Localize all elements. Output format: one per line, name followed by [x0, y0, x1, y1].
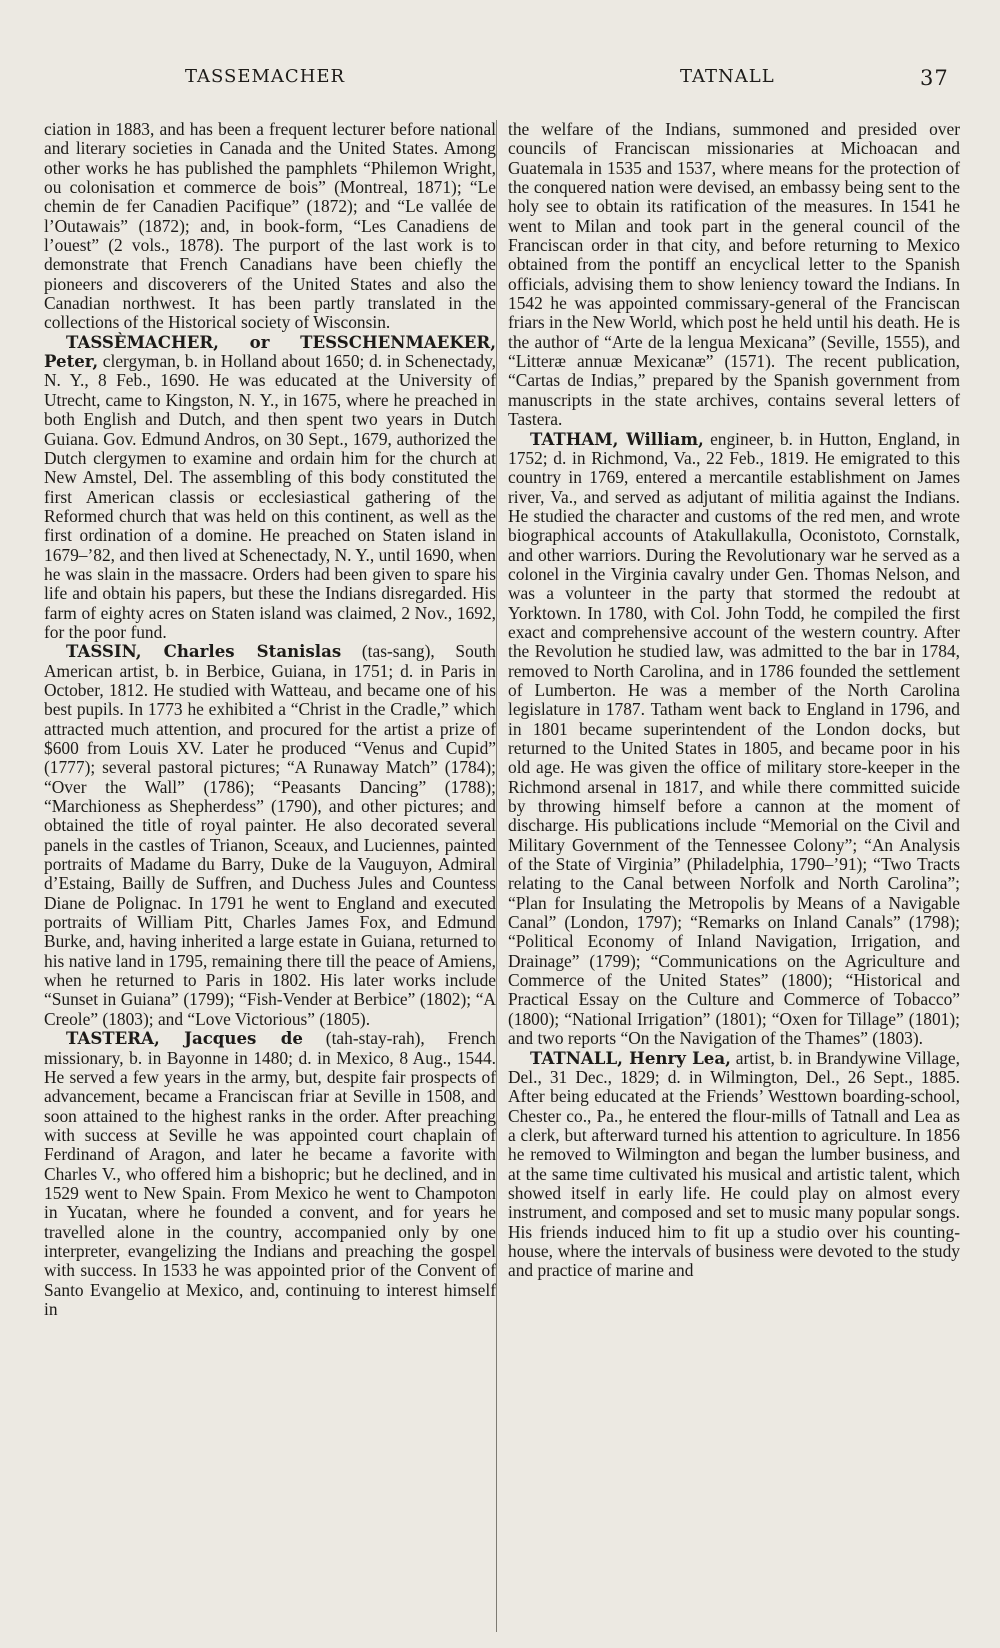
continuation-paragraph: the welfare of the Indians, summoned and presided over councils of Franciscan missionaries at Michoacan and Guatemala in 1535 and 1537, where means for the protection of the conquered nation were devised, an embassy being sent to the holy see to obtain its ratification of the measures. In 1541 he went to Milan and took part in the general council of the Franciscan order in that city, and before returning to Mexico obtained from the pontiff an encyclical letter to the Spanish officials, advising them to show leniency toward the Indians. In 1542 he was appointed commissary-general of the Franciscan friars in the New World, which post he held until his death. He is the author of “Arte de la lengua Mexicana” (Seville, 1555), and “Litteræ annuæ Mexicanæ” (1571). The recent publication, “Cartas de Indias,” prepared by the Spanish government from manuscripts in the state archives, contains several letters of Tastera.	[508, 119, 960, 430]
running-header	[0, 66, 1000, 96]
column-divider	[496, 120, 497, 1632]
entry-body: clergyman, b. in Holland about 1650; d. in Schenectady, N. Y., 8 Feb., 1690. He was educated at the University of Utrecht, came to Kingston, N. Y., in 1675, where he preached in both English and Dutch, and then spent two years in Dutch Guiana. Gov. Edmund Andros, on 30 Sept., 1679, authorized the Dutch clergymen to examine and ordain him for the church at New Amstel, Del. The assembling of this body constituted the first American classis or ecclesiastical gathering of the Reformed church that was held on this continent, as well as the first ordination of a domine. He preached on Staten island in 1679–’82, and then lived at Schenectady, N. Y., until 1690, when he was slain in the massacre. Orders had been given to spare his life and obtain his papers, but these the Indians disregarded. His farm of eighty acres on Staten island was claimed, 2 Nov., 1692, for the poor fund.	[44, 351, 496, 642]
entry-heading: TATHAM, William,	[530, 428, 704, 449]
entry-tassemacher	[44, 333, 496, 643]
entry-tassin	[44, 642, 496, 1029]
entry-body: (tah-stay-rah), French missionary, b. in Bayonne in 1480; d. in Mexico, 8 Aug., 1544. He served a few years in the army, but, despite fair prospects of advancement, became a Franciscan friar at Seville in 1508, and soon attained to the highest ranks in the order. After preaching with success at Seville he was appointed court chaplain of Ferdinand of Aragon, and later he became a favorite with Charles V., who offered him a bishopric; but he declined, and in 1529 went to New Spain. From Mexico he went to Champoton in Yucatan, where he founded a convent, and for years he travelled alone in the country, accompanied only by one interpreter, evangelizing the Indians and preaching the gospel with success. In 1533 he was appointed prior of the Convent of Santo Evangelio at Mexico, and, continuing to interest himself in	[44, 1028, 496, 1319]
page-number: 37	[920, 66, 949, 90]
entry-tatnall	[508, 1049, 960, 1281]
entry-body: (tas-sang), South American artist, b. in Berbice, Guiana, in 1751; d. in Paris in October, 1812. He studied with Watteau, and became one of his best pupils. In 1773 he exhibited a “Christ in the Cradle,” which attracted much attention, and procured for the artist a prize of $600 from Louis XV. Later he produced “Venus and Cupid” (1777); several pastoral pictures; “A Runaway Match” (1784); “Over the Wall” (1786); “Peasants Dancing” (1788); “Marchioness as Shepherdess” (1790), and other pictures; and obtained the title of royal painter. He also decorated several panels in the castles of Trianon, Sceaux, and Luciennes, painted portraits of Madame du Barry, Duke de la Vauguyon, Admiral d’Estaing, Bailly de Suffren, and Duchess Jules and Countess Diane de Polignac. In 1791 he went to England and executed portraits of William Pitt, Charles James Fox, and Edmund Burke, and, having inherited a large estate in Guiana, returned to his native land in 1795, remaining there till the peace of Amiens, when he returned to Paris in 1802. His later works include “Sunset in Guiana” (1799); “Fish-Vender at Berbice” (1802); “A Creole” (1803); and “Love Victorious” (1805).	[44, 641, 497, 1029]
header-left-word: TASSEMACHER	[185, 66, 346, 87]
continuation-paragraph: ciation in 1883, and has been a frequent lecturer before national and literary societies in Canada and the United States. Among other works he has published the pamphlets “Philemon Wright, ou colonisation et commerce de bois” (Montreal, 1871); “Le chemin de fer Canadien Pacifique” (1872); and “Le vallée de l’Outawais” (1872); and, in book-form, “Les Canadiens de l’ouest” (2 vols., 1878). The purport of the last work is to demonstrate that French Canadians have been chiefly the pioneers and discoverers of the United States and also the Canadian northwest. It has been partly translated in the collections of the Historical society of Wisconsin.	[44, 119, 496, 333]
entry-heading: TATNALL, Henry Lea,	[530, 1047, 731, 1068]
left-column	[44, 120, 496, 1319]
entry-tatham	[508, 430, 960, 1049]
entry-heading: TASSÈMACHER, or TESSCHENMAEKER, Peter,	[44, 331, 496, 372]
entry-heading: TASSIN, Charles Stanislas	[66, 641, 342, 662]
entry-tastera	[44, 1029, 496, 1319]
entry-body: artist, b. in Brandywine Village, Del., 31 Dec., 1829; d. in Wilmington, Del., 26 Sept., 1885. After being educated at the Friends’ Westtown boarding-school, Chester co., Pa., he entered the flour-mills of Tatnall and Lea as a clerk, but afterward turned his attention to agriculture. In 1856 he removed to Wilmington and began the lumber business, and at the same time cultivated his musical and artistic talent, which showed itself in early life. He could play on almost every instrument, and composed and set to music many popular songs. His friends induced him to fit up a studio over his counting-house, where the intervals of business were devoted to the study and practice of marine and	[508, 1047, 960, 1281]
right-column	[508, 120, 960, 1281]
header-right-word: TATNALL	[680, 66, 775, 87]
entry-heading: TASTERA, Jacques de	[66, 1028, 303, 1049]
entry-body: engineer, b. in Hutton, England, in 1752; d. in Richmond, Va., 22 Feb., 1819. He emigrated to this country in 1769, entered a mercantile establishment on James river, Va., and served as adjutant of militia against the Indians. He studied the character and customs of the red men, and wrote biographical accounts of Atakullakulla, Oconistoto, Cornstalk, and other warriors. During the Revolutionary war he served as a colonel in the Virginia cavalry under Gen. Thomas Nelson, and was a volunteer in the party that stormed the redoubt at Yorktown. In 1780, with Col. John Todd, he compiled the first exact and comprehensive account of the western country. After the Revolution he studied law, was admitted to the bar in 1784, removed to North Carolina, and in 1786 founded the settlement of Lumberton. He was a member of the North Carolina legislature in 1787. Tatham went back to England in 1796, and in 1801 became superintendent of the London docks, but returned to the United States in 1805, and became poor in his old age. He was given the office of military store-keeper in the Richmond arsenal in 1817, and while there committed suicide by throwing himself before a cannon at the moment of discharge. His publications include “Memorial on the Civil and Military Government of the Tennessee Colony”; “An Analysis of the State of Virginia” (Philadelphia, 1790–’91); “Two Tracts relating to the Canal between Norfolk and North Carolina”; “Plan for Insulating the Metropolis by Means of a Navigable Canal” (London, 1797); “Remarks on Inland Canals” (1798); “Political Economy of Inland Navigation, Irrigation, and Drainage” (1799); “Communications on the Agriculture and Commerce of the United States” (1800); “Historical and Practical Essay on the Culture and Commerce of Tobacco” (1800); “National Irrigation” (1801); “Oxen for Tillage” (1801); and two reports “On the Navigation of the Thames” (1803).	[508, 428, 960, 1049]
